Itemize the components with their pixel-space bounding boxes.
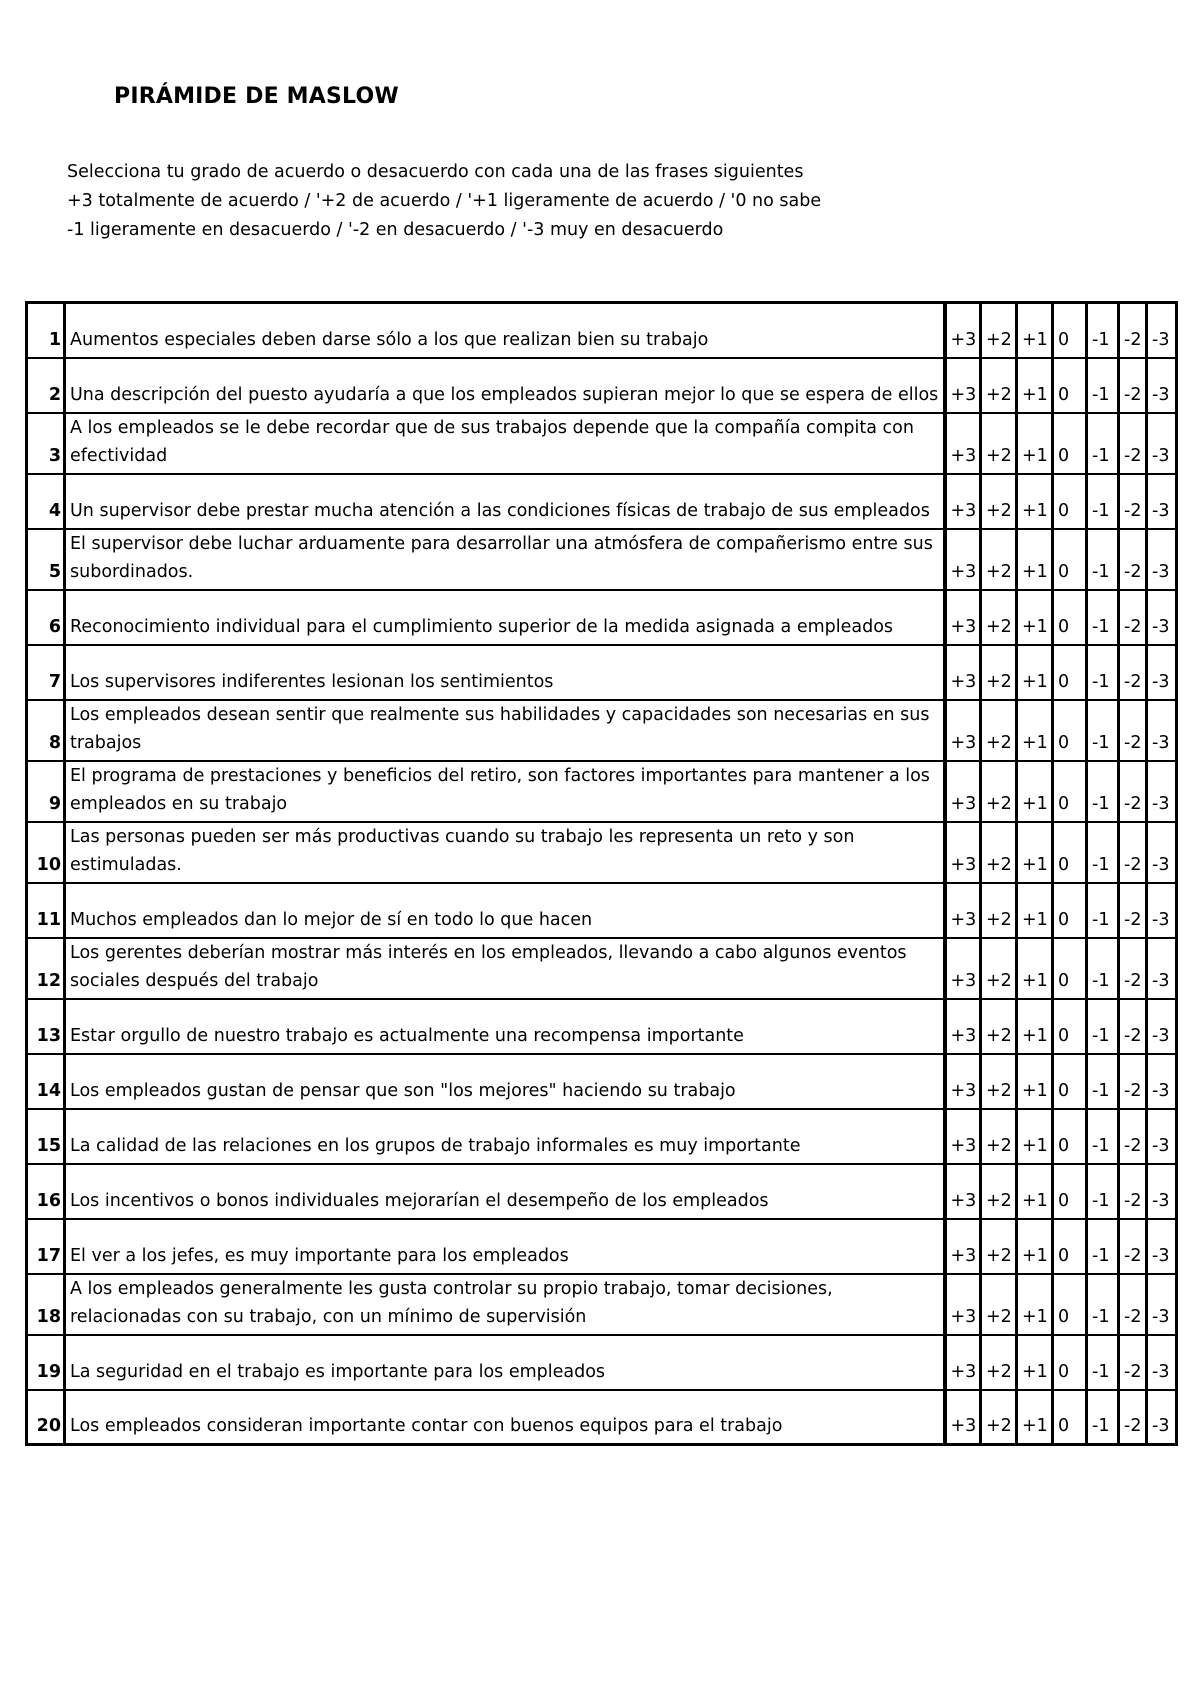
rating-option[interactable]: +3 [945,413,981,474]
rating-option[interactable]: +1 [1017,1335,1053,1390]
rating-option[interactable]: +2 [981,938,1017,999]
rating-option[interactable]: -3 [1147,474,1177,529]
instructions [67,158,821,245]
table-row [27,1390,1177,1445]
rating-option[interactable]: 0 [1053,999,1087,1054]
table-row [27,938,1177,999]
item-number: 7 [27,645,65,700]
item-number: 8 [27,700,65,761]
rating-option[interactable]: -3 [1147,761,1177,822]
table-row [27,1274,1177,1335]
table-row [27,358,1177,413]
rating-option[interactable]: -1 [1087,1219,1119,1274]
page-title: PIRÁMIDE DE MASLOW [114,84,399,109]
rating-option[interactable]: +2 [981,1109,1017,1164]
rating-option[interactable]: -1 [1087,822,1119,883]
rating-option[interactable]: 0 [1053,529,1087,590]
rating-option[interactable]: +1 [1017,999,1053,1054]
rating-option[interactable]: -3 [1147,700,1177,761]
rating-option[interactable]: -3 [1147,822,1177,883]
rating-option[interactable]: +3 [945,999,981,1054]
rating-option[interactable]: 0 [1053,1274,1087,1335]
instruction-line: Selecciona tu grado de acuerdo o desacuerdo con cada una de las frases siguientes [67,162,804,182]
rating-option[interactable]: +2 [981,645,1017,700]
rating-option[interactable]: -2 [1119,1164,1147,1219]
item-statement: Los empleados desean sentir que realmente sus habilidades y capacidades son necesarias en sus trabajos [65,700,945,761]
item-number: 1 [27,303,65,358]
rating-option[interactable]: -2 [1119,474,1147,529]
rating-option[interactable]: -2 [1119,822,1147,883]
instruction-line: +3 totalmente de acuerdo / '+2 de acuerdo / '+1 ligeramente de acuerdo / '0 no sabe [67,191,822,211]
rating-option[interactable]: +2 [981,761,1017,822]
rating-option[interactable]: 0 [1053,303,1087,358]
rating-option[interactable]: +3 [945,1109,981,1164]
rating-option[interactable]: -1 [1087,1274,1119,1335]
rating-option[interactable]: +1 [1017,645,1053,700]
rating-option[interactable]: -3 [1147,413,1177,474]
rating-option[interactable]: +3 [945,529,981,590]
item-number: 2 [27,358,65,413]
table-row [27,413,1177,474]
rating-option[interactable]: +3 [945,1335,981,1390]
table-row [27,1054,1177,1109]
rating-option[interactable]: -2 [1119,1335,1147,1390]
rating-option[interactable]: -1 [1087,413,1119,474]
rating-option[interactable]: +3 [945,1054,981,1109]
item-statement: La seguridad en el trabajo es importante para los empleados [65,1335,945,1390]
rating-option[interactable]: +2 [981,474,1017,529]
rating-option[interactable]: +2 [981,1219,1017,1274]
rating-option[interactable]: 0 [1053,413,1087,474]
rating-option[interactable]: +2 [981,1335,1017,1390]
table-row [27,1164,1177,1219]
table-row [27,590,1177,645]
rating-option[interactable]: -2 [1119,1219,1147,1274]
rating-option[interactable]: -1 [1087,999,1119,1054]
table-row [27,822,1177,883]
item-statement: El supervisor debe luchar arduamente para desarrollar una atmósfera de compañerismo entre sus subordinados. [65,529,945,590]
rating-option[interactable]: +1 [1017,1219,1053,1274]
item-number: 14 [27,1054,65,1109]
rating-option[interactable]: -2 [1119,303,1147,358]
rating-option[interactable]: 0 [1053,761,1087,822]
item-statement: Los supervisores indiferentes lesionan los sentimientos [65,645,945,700]
rating-option[interactable]: +1 [1017,1390,1053,1445]
rating-option[interactable]: -3 [1147,999,1177,1054]
rating-option[interactable]: 0 [1053,590,1087,645]
rating-option[interactable]: +2 [981,999,1017,1054]
rating-option[interactable]: +3 [945,1274,981,1335]
item-number: 18 [27,1274,65,1335]
rating-option[interactable]: 0 [1053,1054,1087,1109]
rating-option[interactable]: -1 [1087,883,1119,938]
rating-option[interactable]: 0 [1053,1219,1087,1274]
rating-option[interactable]: -2 [1119,999,1147,1054]
item-statement: Los empleados gustan de pensar que son "los mejores" haciendo su trabajo [65,1054,945,1109]
item-statement: A los empleados se le debe recordar que de sus trabajos depende que la compañía compita con efectividad [65,413,945,474]
rating-option[interactable]: +2 [981,303,1017,358]
rating-option[interactable]: +1 [1017,1054,1053,1109]
rating-option[interactable]: +1 [1017,700,1053,761]
item-number: 3 [27,413,65,474]
table-row [27,529,1177,590]
item-statement: Los incentivos o bonos individuales mejorarían el desempeño de los empleados [65,1164,945,1219]
table-row [27,761,1177,822]
item-number: 10 [27,822,65,883]
rating-option[interactable]: +3 [945,822,981,883]
rating-option[interactable]: +2 [981,529,1017,590]
item-statement: Reconocimiento individual para el cumplimiento superior de la medida asignada a empleados [65,590,945,645]
rating-option[interactable]: +3 [945,883,981,938]
table-row [27,700,1177,761]
rating-option[interactable]: -3 [1147,358,1177,413]
rating-option[interactable]: 0 [1053,645,1087,700]
rating-option[interactable]: 0 [1053,1164,1087,1219]
rating-option[interactable]: 0 [1053,358,1087,413]
rating-option[interactable]: -3 [1147,938,1177,999]
rating-option[interactable]: +3 [945,1219,981,1274]
rating-option[interactable]: +3 [945,938,981,999]
rating-option[interactable]: -1 [1087,1054,1119,1109]
rating-option[interactable]: -1 [1087,1164,1119,1219]
item-statement: Las personas pueden ser más productivas cuando su trabajo les representa un reto y son estimuladas. [65,822,945,883]
item-statement: A los empleados generalmente les gusta controlar su propio trabajo, tomar decisiones, relacionadas con su trabajo, con un mínimo de supervisión [65,1274,945,1335]
item-statement: El ver a los jefes, es muy importante para los empleados [65,1219,945,1274]
rating-option[interactable]: -1 [1087,1109,1119,1164]
rating-option[interactable]: -1 [1087,358,1119,413]
item-number: 5 [27,529,65,590]
rating-option[interactable]: +1 [1017,1274,1053,1335]
rating-option[interactable]: +2 [981,1164,1017,1219]
rating-option[interactable]: -2 [1119,700,1147,761]
rating-option[interactable]: +2 [981,822,1017,883]
table-row [27,1335,1177,1390]
rating-option[interactable]: +3 [945,1390,981,1445]
rating-option[interactable]: -2 [1119,1390,1147,1445]
rating-option[interactable]: -2 [1119,1274,1147,1335]
item-statement: Los empleados consideran importante contar con buenos equipos para el trabajo [70,1416,783,1436]
survey-table [25,301,1178,1446]
rating-option[interactable]: +3 [945,358,981,413]
rating-option[interactable]: +2 [981,1390,1017,1445]
item-number: 9 [27,761,65,822]
rating-option[interactable]: -1 [1087,700,1119,761]
rating-option[interactable]: 0 [1053,822,1087,883]
rating-option[interactable]: -2 [1119,938,1147,999]
rating-option[interactable]: -3 [1147,303,1177,358]
rating-option[interactable]: +1 [1017,529,1053,590]
rating-option[interactable]: 0 [1053,938,1087,999]
item-number: 15 [27,1109,65,1164]
rating-option[interactable]: -3 [1147,1164,1177,1219]
rating-option[interactable]: +1 [1017,474,1053,529]
rating-option[interactable]: +1 [1017,413,1053,474]
rating-option[interactable]: 0 [1053,1109,1087,1164]
rating-option[interactable]: -1 [1087,529,1119,590]
rating-option[interactable]: -1 [1087,1390,1119,1445]
table-row [27,474,1177,529]
item-number: 16 [27,1164,65,1219]
rating-option[interactable]: +3 [945,1164,981,1219]
rating-option[interactable]: -3 [1147,645,1177,700]
rating-option[interactable]: -2 [1119,529,1147,590]
item-statement: Un supervisor debe prestar mucha atención a las condiciones físicas de trabajo de sus empleados [65,474,945,529]
rating-option[interactable]: +1 [1017,1164,1053,1219]
rating-option[interactable]: +2 [981,1274,1017,1335]
item-number: 12 [27,938,65,999]
item-number: 11 [27,883,65,938]
item-number: 19 [27,1335,65,1390]
rating-option[interactable]: +2 [981,883,1017,938]
rating-option[interactable]: -2 [1119,1054,1147,1109]
item-number: 20 [27,1390,65,1445]
rating-option[interactable]: +2 [981,413,1017,474]
rating-option[interactable]: -1 [1087,303,1119,358]
rating-option[interactable]: -3 [1147,1274,1177,1335]
rating-option[interactable]: +3 [945,303,981,358]
rating-option[interactable]: 0 [1053,700,1087,761]
rating-option[interactable]: -1 [1087,590,1119,645]
rating-option[interactable]: -3 [1147,590,1177,645]
rating-option[interactable]: +2 [981,1054,1017,1109]
rating-option[interactable]: -2 [1119,883,1147,938]
rating-option[interactable]: -1 [1087,761,1119,822]
rating-option[interactable]: -1 [1087,1335,1119,1390]
rating-option[interactable]: +2 [981,358,1017,413]
rating-option[interactable]: +2 [981,700,1017,761]
rating-option[interactable]: +1 [1017,938,1053,999]
table-row [27,883,1177,938]
rating-option[interactable]: +3 [945,700,981,761]
rating-option[interactable]: +2 [981,590,1017,645]
rating-option[interactable]: -3 [1147,1390,1177,1445]
item-statement: Una descripción del puesto ayudaría a que los empleados supieran mejor lo que se espera de ellos [65,358,945,413]
rating-option[interactable]: -3 [1147,1335,1177,1390]
item-statement: Estar orgullo de nuestro trabajo es actualmente una recompensa importante [65,999,945,1054]
rating-option[interactable]: +1 [1017,590,1053,645]
rating-option[interactable]: -3 [1147,883,1177,938]
item-statement: La calidad de las relaciones en los grupos de trabajo informales es muy importante [65,1109,945,1164]
rating-option[interactable]: +1 [1017,883,1053,938]
rating-option[interactable]: +1 [1017,358,1053,413]
rating-option[interactable]: +3 [945,474,981,529]
rating-option[interactable]: +3 [945,761,981,822]
rating-option[interactable]: 0 [1053,883,1087,938]
rating-option[interactable]: -2 [1119,413,1147,474]
item-number: 4 [27,474,65,529]
table-row [27,1219,1177,1274]
rating-option[interactable]: 0 [1053,1335,1087,1390]
rating-option[interactable]: -1 [1087,938,1119,999]
rating-option[interactable]: 0 [1053,1390,1087,1445]
rating-option[interactable]: +1 [1017,822,1053,883]
table-row [27,303,1177,358]
item-statement: Aumentos especiales deben darse sólo a los que realizan bien su trabajo [65,303,945,358]
rating-option[interactable]: +1 [1017,761,1053,822]
item-number: 17 [27,1219,65,1274]
rating-option[interactable]: -3 [1147,1054,1177,1109]
item-number: 6 [27,590,65,645]
rating-option[interactable]: -1 [1087,645,1119,700]
rating-option[interactable]: -2 [1119,761,1147,822]
rating-option[interactable]: 0 [1053,474,1087,529]
table-row [27,999,1177,1054]
rating-option[interactable]: +1 [1017,1109,1053,1164]
rating-option[interactable]: +1 [1017,303,1053,358]
rating-option[interactable]: -2 [1119,590,1147,645]
rating-option[interactable]: -3 [1147,1219,1177,1274]
rating-option[interactable]: +3 [945,645,981,700]
item-statement: Los gerentes deberían mostrar más interés en los empleados, llevando a cabo algunos eventos sociales después del trabajo [65,938,945,999]
rating-option[interactable]: -3 [1147,1109,1177,1164]
item-statement: Muchos empleados dan lo mejor de sí en todo lo que hacen [65,883,945,938]
rating-option[interactable]: -1 [1087,474,1119,529]
rating-option[interactable]: -3 [1147,529,1177,590]
item-number: 13 [27,999,65,1054]
rating-option[interactable]: +3 [945,590,981,645]
table-row [27,1109,1177,1164]
instruction-line: -1 ligeramente en desacuerdo / '-2 en desacuerdo / '-3 muy en desacuerdo [67,220,724,240]
rating-option[interactable]: -2 [1119,358,1147,413]
rating-option[interactable]: -2 [1119,1109,1147,1164]
item-statement: El programa de prestaciones y beneficios del retiro, son factores importantes para mantener a los empleados en su trabajo [65,761,945,822]
table-row [27,645,1177,700]
rating-option[interactable]: -2 [1119,645,1147,700]
